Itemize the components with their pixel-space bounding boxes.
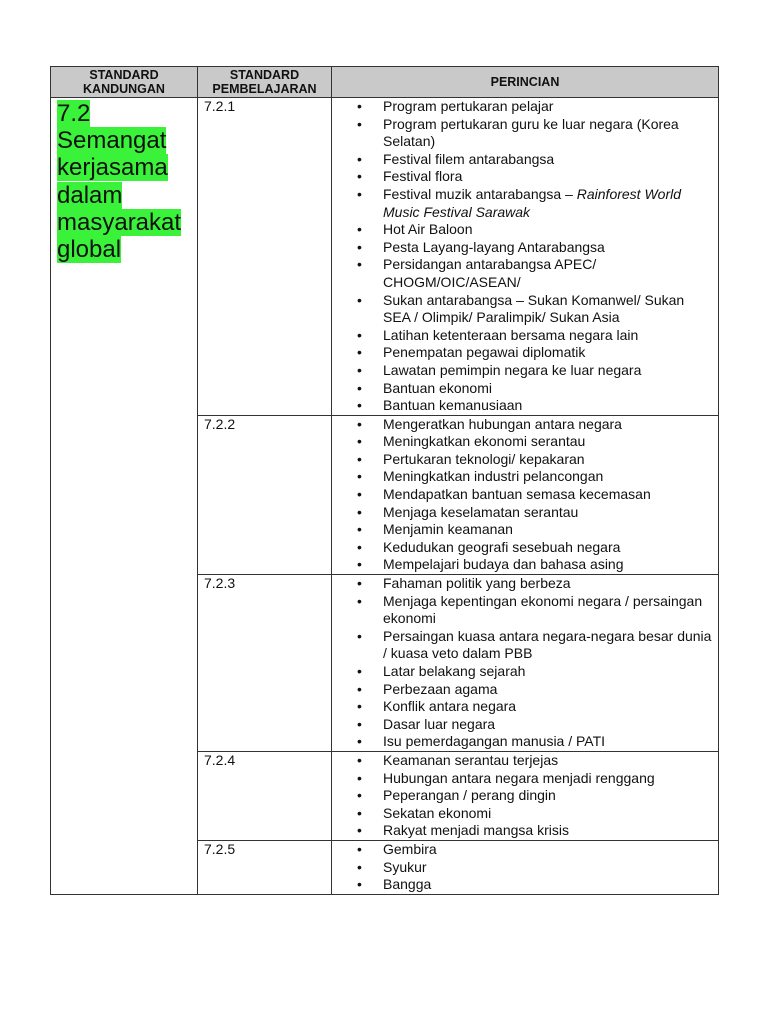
list-item xyxy=(357,769,714,788)
item-text: Gembira xyxy=(383,840,437,857)
list-item xyxy=(357,238,714,257)
list-item xyxy=(357,751,714,770)
item-text: Sekatan ekonomi xyxy=(383,804,492,821)
header-standard-kandungan xyxy=(51,67,198,98)
list-item xyxy=(357,450,714,469)
list-item xyxy=(357,150,714,169)
list-item xyxy=(357,521,714,539)
perincian-cell xyxy=(332,575,719,752)
list-item xyxy=(357,168,714,186)
item-text: Dasar luar negara xyxy=(383,715,496,732)
bullet-icon: • xyxy=(357,486,362,503)
list-item xyxy=(357,840,714,859)
table-row xyxy=(51,98,719,416)
list-item xyxy=(357,344,714,362)
item-text: Menjaga kepentingan ekonomi negara / persaingan ekonomi xyxy=(383,592,703,627)
list-item xyxy=(357,538,714,557)
bullet-icon: • xyxy=(357,769,362,786)
perincian-list xyxy=(332,416,718,574)
bullet-icon: • xyxy=(357,433,362,450)
list-item xyxy=(357,361,714,380)
item-text: Perbezaan agama xyxy=(383,680,498,697)
item-text: Persaingan kuasa antara negara-negara besar dunia / kuasa veto dalam PBB xyxy=(383,627,712,662)
standard-pembelajaran-code: 7.2.3 xyxy=(198,575,332,752)
standard-kandungan-cell xyxy=(51,98,198,895)
perincian-list xyxy=(332,841,718,894)
list-item xyxy=(357,98,714,116)
kandungan-title-line: kerjasama xyxy=(57,154,168,182)
bullet-icon: • xyxy=(357,876,362,893)
bullet-icon: • xyxy=(357,538,362,555)
item-text: Hubungan antara negara menjadi renggang xyxy=(383,769,655,786)
bullet-icon: • xyxy=(357,450,362,467)
bullet-icon: • xyxy=(357,804,362,821)
list-item xyxy=(357,433,714,451)
table-header-row xyxy=(51,67,719,98)
kandungan-title-line: masyarakat xyxy=(57,208,182,236)
header-line: KANDUNGAN xyxy=(83,82,165,96)
list-item xyxy=(357,575,714,593)
bullet-icon: • xyxy=(357,733,362,750)
item-text: Pesta Layang-layang Antarabangsa xyxy=(383,238,605,255)
item-text: Menjaga keselamatan serantau xyxy=(383,503,579,520)
standard-pembelajaran-code: 7.2.2 xyxy=(198,415,332,574)
perincian-list xyxy=(332,575,718,751)
list-item xyxy=(357,876,714,894)
item-text: Kedudukan geografi sesebuah negara xyxy=(383,538,621,555)
bullet-icon: • xyxy=(357,592,362,609)
item-text: Festival muzik antarabangsa – xyxy=(383,185,577,202)
bullet-icon: • xyxy=(357,291,362,308)
bullet-icon: • xyxy=(357,521,362,538)
item-text: Mempelajari budaya dan bahasa asing xyxy=(383,556,624,573)
list-item xyxy=(357,822,714,840)
bullet-icon: • xyxy=(357,344,362,361)
bullet-icon: • xyxy=(357,397,362,414)
bullet-icon: • xyxy=(357,663,362,679)
list-item xyxy=(357,326,714,345)
list-item xyxy=(357,397,714,415)
list-item xyxy=(357,115,714,151)
item-text: Penempatan pegawai diplomatik xyxy=(383,344,586,361)
standard-pembelajaran-code: 7.2.4 xyxy=(198,751,332,840)
bullet-icon: • xyxy=(357,361,362,378)
bullet-icon: • xyxy=(357,680,362,697)
item-text: Pertukaran teknologi/ kepakaran xyxy=(383,450,585,467)
perincian-list xyxy=(332,752,718,840)
perincian-cell xyxy=(332,840,719,894)
bullet-icon: • xyxy=(357,575,362,592)
bullet-icon: • xyxy=(357,115,362,132)
item-text: Program pertukaran pelajar xyxy=(383,98,554,114)
item-text: Bantuan kemanusiaan xyxy=(383,397,523,414)
list-item xyxy=(357,256,714,291)
list-item xyxy=(357,787,714,805)
kandungan-title-line: dalam xyxy=(57,181,123,209)
perincian-cell xyxy=(332,415,719,574)
header-line: STANDARD xyxy=(89,68,159,82)
bullet-icon: • xyxy=(357,168,362,185)
list-item xyxy=(357,221,714,239)
bullet-icon: • xyxy=(357,698,362,715)
standards-table xyxy=(50,66,719,895)
header-line: STANDARD xyxy=(229,68,300,82)
bullet-icon: • xyxy=(357,326,362,343)
perincian-cell xyxy=(332,751,719,840)
item-text: Mengeratkan hubungan antara negara xyxy=(383,415,622,432)
item-text: Festival flora xyxy=(383,168,463,185)
bullet-icon: • xyxy=(357,150,362,167)
item-text: Sukan antarabangsa – Sukan Komanwel/ Sukan SEA / Olimpik/ Paralimpik/ Sukan Asia xyxy=(383,291,685,326)
list-item xyxy=(357,698,714,716)
bullet-icon: • xyxy=(357,379,362,396)
item-text: Menjamin keamanan xyxy=(383,521,513,538)
list-item xyxy=(357,556,714,574)
item-text: Meningkatkan ekonomi serantau xyxy=(383,433,586,450)
bullet-icon: • xyxy=(357,627,362,644)
bullet-icon: • xyxy=(357,503,362,520)
list-item xyxy=(357,468,714,486)
list-item xyxy=(357,715,714,734)
standard-pembelajaran-code: 7.2.5 xyxy=(198,840,332,894)
bullet-icon: • xyxy=(357,556,362,573)
list-item xyxy=(357,592,714,628)
item-text: Rakyat menjadi mangsa krisis xyxy=(383,822,569,839)
list-item xyxy=(357,858,714,877)
bullet-icon: • xyxy=(357,751,362,768)
list-item xyxy=(357,680,714,699)
list-item xyxy=(357,804,714,823)
item-text: Mendapatkan bantuan semasa kecemasan xyxy=(383,486,651,503)
bullet-icon: • xyxy=(357,415,362,432)
item-text: Hot Air Baloon xyxy=(383,221,473,238)
header-perincian: PERINCIAN xyxy=(332,67,719,98)
bullet-icon: • xyxy=(357,840,362,857)
item-text: Bantuan ekonomi xyxy=(383,379,492,396)
list-item xyxy=(357,503,714,522)
list-item xyxy=(357,185,714,221)
list-item xyxy=(357,379,714,398)
kandungan-title-line: global xyxy=(57,236,122,264)
item-text: Meningkatkan industri pelancongan xyxy=(383,468,604,485)
item-text: Latihan ketenteraan bersama negara lain xyxy=(383,326,639,343)
bullet-icon: • xyxy=(357,715,362,732)
item-text: Konflik antara negara xyxy=(383,698,517,715)
bullet-icon: • xyxy=(357,468,362,485)
item-italic-text: Rainforest World Music Festival Sarawak xyxy=(383,185,682,220)
item-text: Festival filem antarabangsa xyxy=(383,150,555,167)
item-text: Latar belakang sejarah xyxy=(383,663,526,679)
bullet-icon: • xyxy=(357,822,362,839)
bullet-icon: • xyxy=(357,787,362,804)
list-item xyxy=(357,415,714,434)
item-text: Syukur xyxy=(383,858,427,875)
bullet-icon: • xyxy=(357,256,362,273)
standard-pembelajaran-code: 7.2.1 xyxy=(198,98,332,416)
list-item xyxy=(357,291,714,327)
perincian-cell xyxy=(332,98,719,416)
item-text: Keamanan serantau terjejas xyxy=(383,751,559,768)
bullet-icon: • xyxy=(357,221,362,238)
bullet-icon: • xyxy=(357,858,362,875)
item-text: Persidangan antarabangsa APEC/ CHOGM/OIC/ASEAN/ xyxy=(383,256,597,290)
item-text: Isu pemerdagangan manusia / PATI xyxy=(383,733,606,750)
item-text: Lawatan pemimpin negara ke luar negara xyxy=(383,361,642,378)
item-text: Program pertukaran guru ke luar negara (Korea Selatan) xyxy=(383,115,679,150)
list-item xyxy=(357,627,714,663)
header-line: PEMBELAJARAN xyxy=(212,82,317,96)
header-standard-pembelajaran xyxy=(198,67,332,98)
item-text: Peperangan / perang dingin xyxy=(383,787,556,804)
list-item xyxy=(357,486,714,504)
kandungan-title-line: Semangat xyxy=(57,127,167,155)
kandungan-number: 7.2 xyxy=(57,100,91,127)
item-text: Fahaman politik yang berbeza xyxy=(383,575,571,592)
list-item xyxy=(357,663,714,681)
item-text: Bangga xyxy=(383,876,432,893)
perincian-list xyxy=(332,98,718,415)
list-item xyxy=(357,733,714,751)
bullet-icon: • xyxy=(357,98,362,114)
bullet-icon: • xyxy=(357,238,362,255)
bullet-icon: • xyxy=(357,185,362,202)
